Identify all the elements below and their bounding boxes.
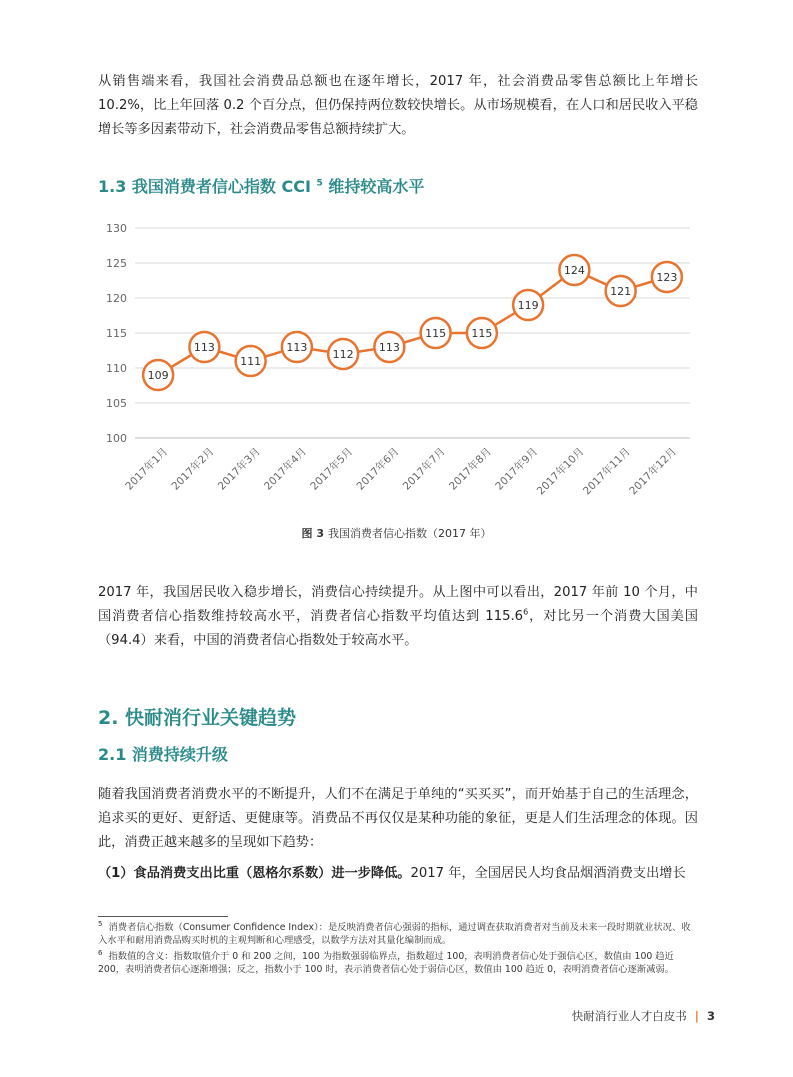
intro-paragraph: 从销售端来看，我国社会消费品总额也在逐年增长，2017 年，社会消费品零售总额比上年增长 10.2%，比上年回落 0.2 个百分点，但仍保持两位数较快增长。从市场规模看，在人口和居民收入平稳增长等多因素带动下，社会消费品零售总额持续扩大。 [98,74,698,137]
section-1-3-title-prefix: 1.3 我国消费者信心指数 CCI [98,177,317,196]
footnote-6 [98,947,698,976]
data-point [606,276,636,306]
footnote-5 [98,918,698,947]
y-tick-label: 110 [106,362,127,375]
x-tick-label: 2017年1月 [123,445,171,493]
chart-grid [135,228,690,438]
x-tick-label: 2017年10月 [534,445,587,498]
y-tick-label: 100 [106,432,127,445]
data-label: 111 [240,355,262,368]
x-tick-label: 2017年8月 [447,445,494,493]
y-tick-label: 115 [106,327,127,340]
footnote-divider [98,916,228,917]
data-label: 112 [332,348,354,361]
cci-line-chart [90,215,700,515]
paragraph-cci-text-1: 2017 年，我国居民收入稳步增长，消费信心持续提升。从上图中可以看出，2017 年前 10 个月，中国消费者信心指数维持较高水平，消费者信心指数平均值达到 115.6 [98,585,698,624]
paragraph-cci-analysis [98,581,698,653]
data-label: 123 [656,271,678,284]
x-tick-label: 2017年6月 [354,445,402,493]
section-1-3-title [98,174,424,197]
series-line [158,270,667,375]
x-tick-label: 2017年7月 [400,445,448,493]
data-label: 109 [147,369,169,382]
y-tick-label: 125 [106,257,127,270]
footnote-6-number: 6 [98,949,103,958]
x-tick-label: 2017年9月 [493,445,541,493]
series-markers [143,255,682,390]
figure-caption-text: 我国消费者信心指数（2017 年） [327,527,492,540]
section-2-1-title: 2.1 消费持续升级 [98,745,228,764]
y-tick-label: 120 [106,292,127,305]
data-label: 113 [378,341,400,354]
data-point [143,360,173,390]
data-point [652,262,682,292]
page-footer [572,1008,715,1024]
data-point [421,318,451,348]
x-tick-label: 2017年2月 [169,445,217,493]
data-point [467,318,497,348]
data-point [189,332,219,362]
data-label: 119 [517,299,539,312]
data-label: 124 [563,264,585,277]
figure-caption-label: 图 3 [301,527,324,540]
y-tick-label: 130 [106,222,127,235]
section-1-3-title-suffix: 维持较高水平 [322,177,425,196]
footnote-6-text: 指数值的含义：指数取值介于 0 和 200 之间，100 为指数强弱临界点，指数超过 100，表明消费者信心处于强信心区，数值由 100 趋近 200，表明消费者信心逐渐增强；反之，指数小于 100 时，表示消费者信心处于弱信心区，数值由 100 趋近 0，表明消费者信心逐渐减弱。 [98,951,674,976]
data-label: 121 [610,285,632,298]
paragraph-consumption-trend: 随着我国消费者消费水平的不断提升，人们不在满足于单纯的“买买买”，而开始基于自己的生活理念，追求买的更好、更舒适、更健康等。消费品不再仅仅是某种功能的象征，更是人们生活理念的体现。因此，消费正越来越多的呈现如下趋势： [98,787,698,850]
x-tick-label: 2017年11月 [581,445,633,498]
series-line-path [158,270,667,375]
section-2-title: 2. 快耐消行业关键趋势 [98,707,297,729]
data-point [559,255,589,285]
paragraph-cci-text-2: ，对比另一个消费大国美国（94.4）来看，中国的消费者信心指数处于较高水平。 [98,609,698,648]
data-point [282,332,312,362]
point-1-bold: （1）食品消费支出比重（恩格尔系数）进一步降低。 [98,866,411,881]
point-1-rest: 2017 年，全国居民人均食品烟酒消费支出增长 [410,866,686,881]
footnotes [98,918,698,976]
x-tick-label: 2017年3月 [215,445,263,493]
point-1 [98,862,698,886]
data-point [513,290,543,320]
data-point [328,339,358,369]
data-point [374,332,404,362]
x-tick-label: 2017年4月 [262,445,309,493]
y-axis-ticks [106,222,127,445]
footer-separator: | [694,1009,699,1023]
x-tick-label: 2017年5月 [308,445,356,493]
data-label: 115 [425,327,447,340]
data-label: 113 [193,341,215,354]
y-tick-label: 105 [106,397,127,410]
x-tick-label: 2017年12月 [627,445,679,498]
footer-title: 快耐消行业人才白皮书 [571,1009,687,1023]
data-point [236,346,266,376]
page-number: 3 [706,1009,715,1023]
footnote-5-number: 5 [98,920,103,928]
footnote-ref-5: 5 [316,178,323,189]
footnote-ref-6: 6 [523,607,529,617]
data-label: 113 [286,341,308,354]
data-label: 115 [471,327,493,340]
figure-caption [0,525,793,541]
footnote-5-text: 消费者信心指数（Consumer Confidence Index）：是反映消费者信心强弱的指标，通过调查获取消费者对当前及未来一段时期就业状况、收入水平和耐用消费品购买时机的主观判断和心理感受，以数学方法对其量化编制而成。 [98,922,691,947]
x-axis-ticks [123,445,679,497]
